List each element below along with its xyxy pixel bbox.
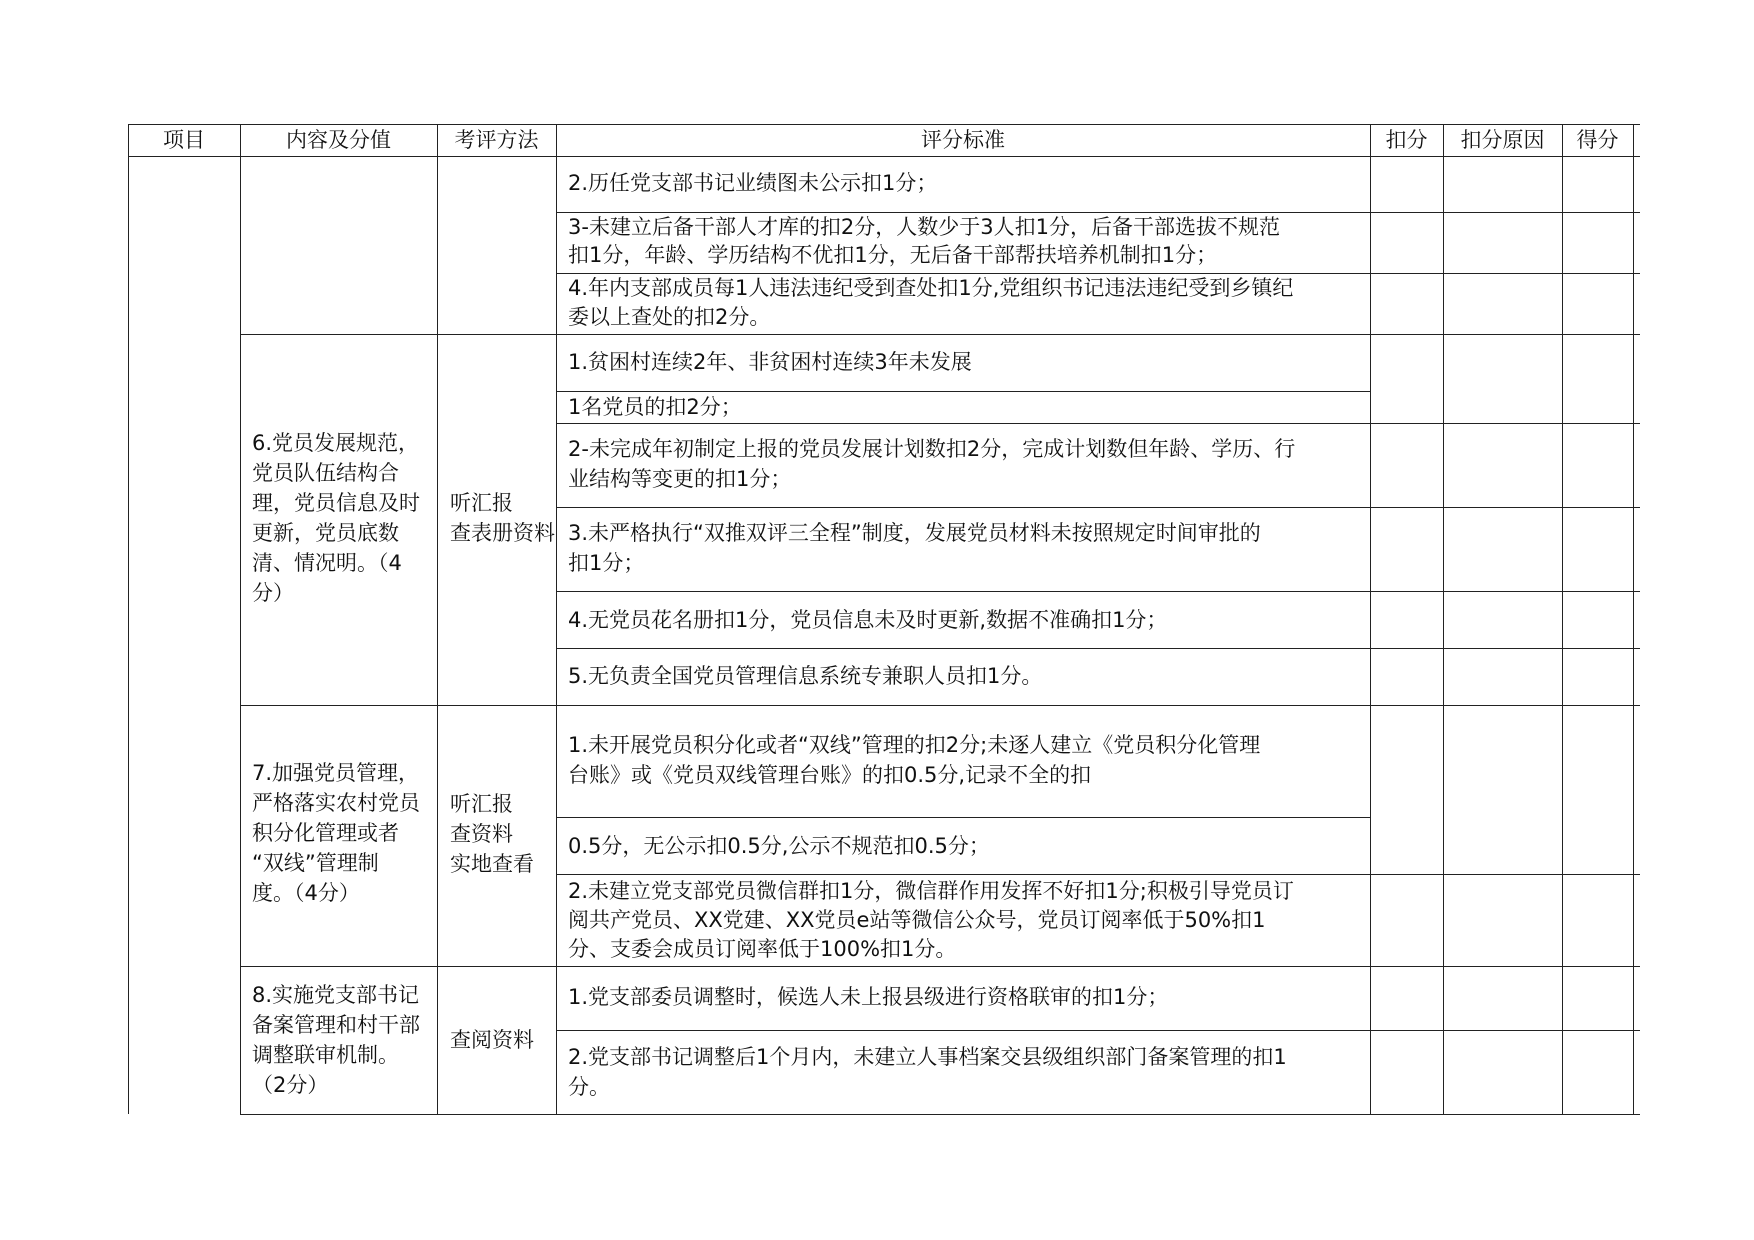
criteria-text: 1.未开展党员积分化或者“双线”管理的扣2分;未逐人建立《党员积分化管理 [568,733,1261,757]
criteria-text: 业结构等变更的扣1分； [568,467,792,491]
criteria-text: 分。 [568,1075,610,1099]
rule [556,874,1640,875]
criteria-text: 阅共产党员、XX党建、XX党员e站等微信公众号，党员订阅率低于50%扣1 [568,908,1266,932]
header-method: 考评方法 [454,128,539,152]
header-score: 得分 [1576,128,1619,152]
rule [556,591,1640,592]
rule [556,648,1640,649]
content-text: 清、情况明。（4 [252,551,402,575]
rule-group6-bottom [240,705,1640,706]
header-item: 项目 [163,128,205,152]
content-text: 8.实施党支部书记 [252,983,420,1007]
content-text: 调整联审机制。 [252,1043,399,1067]
criteria-text: 2.党支部书记调整后1个月内，未建立人事档案交县级组织部门备案管理的扣1 [568,1045,1287,1069]
content-text: 党员队伍结构合 [252,461,399,485]
content-text: 严格落实农村党员 [252,791,420,815]
criteria-text: 4.年内支部成员每1人违法违纪受到查处扣1分,党组织书记违法违纪受到乡镇纪 [568,276,1294,300]
criteria-text: 5.无负责全国党员管理信息系统专兼职人员扣1分。 [568,664,1043,688]
rule [556,1030,1640,1031]
criteria-text: 1名党员的扣2分； [568,395,742,419]
rule-bottom [240,1114,1640,1115]
criteria-text: 3-未建立后备干部人才库的扣2分，人数少于3人扣1分，后备干部选拔不规范 [568,215,1281,239]
criteria-text: 2.历任党支部书记业绩图未公示扣1分； [568,171,938,195]
content-text: 度。（4分） [252,881,360,905]
criteria-text: 扣1分，年龄、学历结构不优扣1分，无后备干部帮扶培养机制扣1分； [568,243,1218,267]
content-text: “双线”管理制 [252,851,379,875]
method-text: 查资料 [450,822,513,846]
rule-header-bottom [128,156,1640,157]
criteria-text: 2.未建立党支部党员微信群扣1分，微信群作用发挥不好扣1分;积极引导党员订 [568,879,1294,903]
rule [556,423,1640,424]
header-content: 内容及分值 [286,128,391,152]
criteria-text: 2-未完成年初制定上报的党员发展计划数扣2分，完成计划数但年龄、学历、行 [568,437,1296,461]
content-text: 积分化管理或者 [252,821,399,845]
header-deduct: 扣分 [1385,128,1428,152]
rule [437,124,438,1114]
rule-group5-bottom [240,334,1640,335]
method-text: 实地查看 [450,852,534,876]
rule [556,124,557,1114]
rule-left [128,124,129,1114]
rule [1443,124,1444,1114]
criteria-text: 0.5分，无公示扣0.5分,公示不规范扣0.5分； [568,834,990,858]
content-text: （2分） [252,1073,329,1097]
criteria-text: 3.未严格执行“双推双评三全程”制度，发展党员材料未按照规定时间审批的 [568,521,1261,545]
criteria-text: 扣1分； [568,551,645,575]
rule-group7-bottom [240,966,1640,967]
content-text: 7.加强党员管理， [252,761,420,785]
rule-right [1633,124,1634,1114]
method-text: 听汇报 [450,792,513,816]
content-text: 理，党员信息及时 [252,491,420,515]
header-criteria: 评分标准 [921,128,1005,152]
header-reason: 扣分原因 [1460,128,1545,152]
criteria-text: 1.党支部委员调整时，候选人未上报县级进行资格联审的扣1分； [568,985,1169,1009]
criteria-text: 4.无党员花名册扣1分，党员信息未及时更新,数据不准确扣1分； [568,608,1168,632]
method-text: 听汇报 [450,491,513,515]
rule [240,156,241,1114]
rule [1370,124,1371,1114]
criteria-text: 分、支委会成员订阅率低于100%扣1分。 [568,937,957,961]
method-text: 查阅资料 [450,1028,534,1052]
rule [556,507,1640,508]
criteria-text: 委以上查处的扣2分。 [568,305,771,329]
rule [1562,124,1563,1114]
content-text: 6.党员发展规范， [252,431,420,455]
criteria-text: 台账》或《党员双线管理台账》的扣0.5分,记录不全的扣 [568,763,1092,787]
rule [556,817,1370,818]
content-text: 备案管理和村干部 [252,1013,420,1037]
content-text: 分） [252,581,294,605]
content-text: 更新，党员底数 [252,521,399,545]
method-text: 查表册资料 [450,521,555,545]
criteria-text: 1.贫困村连续2年、非贫困村连续3年未发展 [568,350,972,374]
